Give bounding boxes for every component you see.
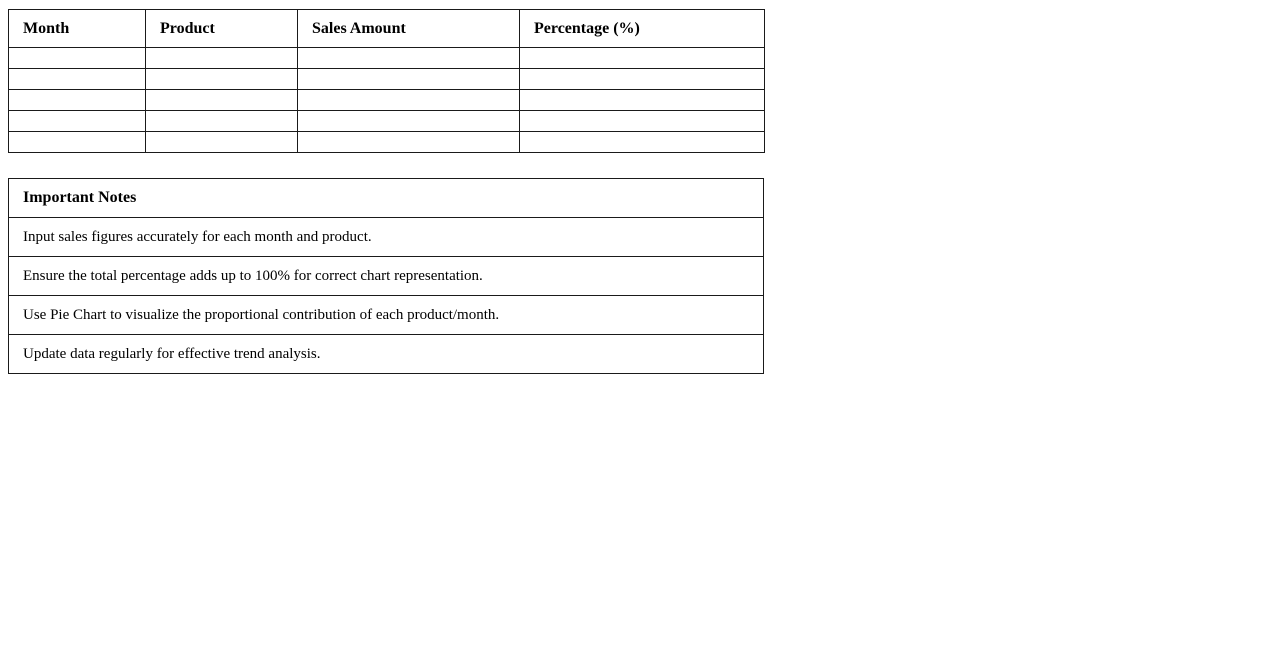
percentage-cell-row3[interactable] — [520, 90, 765, 111]
list-item — [9, 335, 764, 374]
list-item — [9, 218, 764, 257]
product-cell-row3[interactable] — [146, 90, 298, 111]
document-page — [8, 9, 764, 374]
sales-data-table — [8, 9, 765, 153]
column-header-product: Product — [146, 10, 298, 48]
note-input-sales: Input sales figures accurately for each month and product. — [9, 218, 764, 257]
note-update-data: Update data regularly for effective trend analysis. — [9, 335, 764, 374]
table-row — [9, 90, 765, 111]
percentage-cell-row5[interactable] — [520, 132, 765, 153]
sales-amount-cell-row1[interactable] — [298, 48, 520, 69]
notes-table-title: Important Notes — [9, 179, 764, 218]
important-notes-table — [8, 178, 764, 374]
month-cell-row2[interactable] — [9, 69, 146, 90]
sales-amount-cell-row4[interactable] — [298, 111, 520, 132]
note-total-percentage: Ensure the total percentage adds up to 100% for correct chart representation. — [9, 257, 764, 296]
sales-amount-cell-row2[interactable] — [298, 69, 520, 90]
table-row — [9, 111, 765, 132]
column-header-percentage: Percentage (%) — [520, 10, 765, 48]
month-cell-row1[interactable] — [9, 48, 146, 69]
month-cell-row4[interactable] — [9, 111, 146, 132]
sales-amount-cell-row5[interactable] — [298, 132, 520, 153]
product-cell-row1[interactable] — [146, 48, 298, 69]
table-row — [9, 69, 765, 90]
percentage-cell-row1[interactable] — [520, 48, 765, 69]
month-cell-row3[interactable] — [9, 90, 146, 111]
column-header-sales-amount: Sales Amount — [298, 10, 520, 48]
percentage-cell-row2[interactable] — [520, 69, 765, 90]
month-cell-row5[interactable] — [9, 132, 146, 153]
product-cell-row2[interactable] — [146, 69, 298, 90]
product-cell-row5[interactable] — [146, 132, 298, 153]
sales-amount-cell-row3[interactable] — [298, 90, 520, 111]
table-row — [9, 132, 765, 153]
table-row — [9, 48, 765, 69]
sales-table-header-row — [9, 10, 765, 48]
product-cell-row4[interactable] — [146, 111, 298, 132]
column-header-month: Month — [9, 10, 146, 48]
note-pie-chart: Use Pie Chart to visualize the proportional contribution of each product/month. — [9, 296, 764, 335]
list-item — [9, 257, 764, 296]
percentage-cell-row4[interactable] — [520, 111, 765, 132]
notes-header-row — [9, 179, 764, 218]
list-item — [9, 296, 764, 335]
